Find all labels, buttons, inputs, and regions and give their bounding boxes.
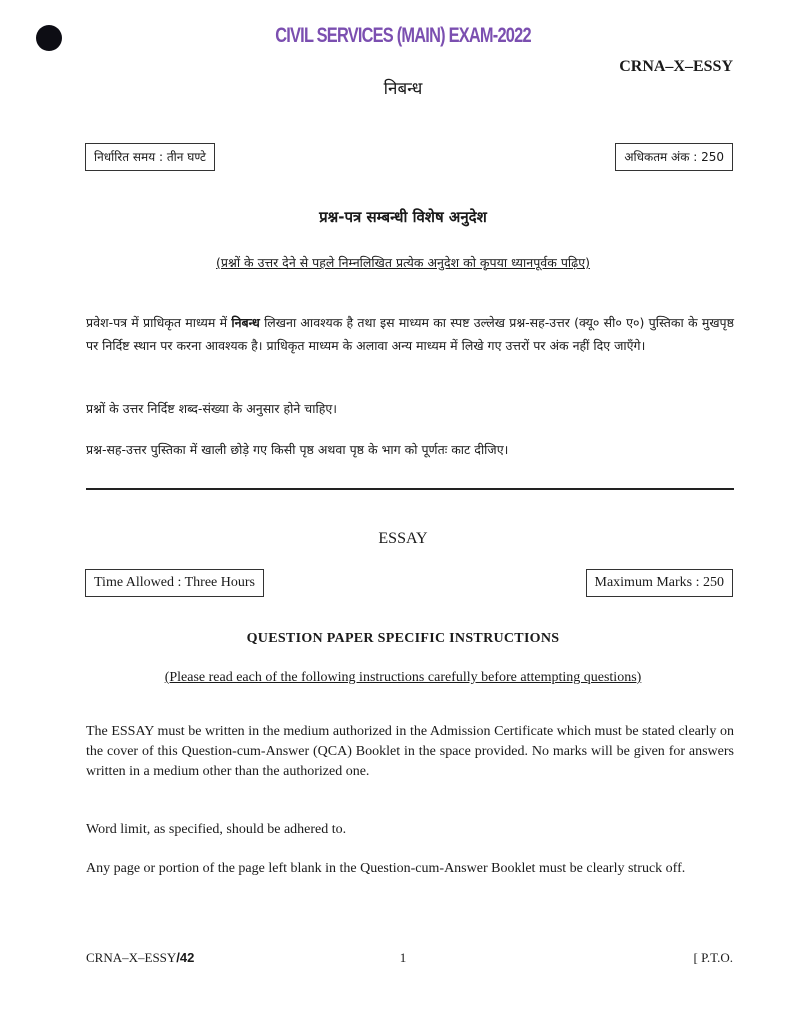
english-instruction-2: Word limit, as specified, should be adhered to. — [86, 822, 347, 837]
footer-code-suffix: /42 — [176, 950, 195, 965]
hindi-instruction-1-text-b: लिखना आवश्यक है तथा इस माध्यम का स्पष्ट उल्लेख प्रश्न-सह-उत्तर (क्यू० सी० ए०) पुस्तिका के मुखपृष्ठ पर निर्दिष्ट स्थान पर करना आवश्यक है। प्राधिकृत माध्यम के अलावा अन्य माध्यम में लिखे गए उत्तरों पर अंक नहीं दिए जाएँगे। — [86, 315, 735, 353]
english-instruction-3: Any page or portion of the page left blank in the Question-cum-Answer Booklet must be clearly struck off. — [86, 861, 686, 876]
hindi-instructions-heading: प्रश्न-पत्र सम्बन्धी विशेष अनुदेश — [319, 208, 487, 226]
english-paper-title: ESSAY — [378, 530, 428, 547]
hindi-instruction-1-bold: निबन्ध — [231, 315, 260, 330]
footer-pto: [ P.T.O. — [693, 950, 733, 965]
english-max-marks-box: Maximum Marks : 250 — [586, 569, 734, 597]
english-time-allowed-box: Time Allowed : Three Hours — [85, 569, 264, 597]
english-instructions-heading: QUESTION PAPER SPECIFIC INSTRUCTIONS — [246, 631, 560, 646]
section-divider — [86, 488, 734, 490]
paper-code: CRNA–X–ESSY — [619, 58, 733, 75]
hindi-paper-title: निबन्ध — [383, 79, 423, 99]
hindi-instruction-3: प्रश्न-सह-उत्तर पुस्तिका में खाली छोड़े गए किसी पृष्ठ अथवा पृष्ठ के भाग को पूर्णतः काट दीजिए। — [86, 442, 509, 457]
footer-code-text: CRNA–X–ESSY — [86, 950, 177, 965]
hindi-instructions-subheading: (प्रश्नों के उत्तर देने से पहले निम्नलिखित प्रत्येक अनुदेश को कृपया ध्यानपूर्वक पढ़िए) — [216, 255, 590, 270]
hindi-instruction-2: प्रश्नों के उत्तर निर्दिष्ट शब्द-संख्या के अनुसार होने चाहिए। — [86, 401, 337, 416]
hindi-time-allowed-box: निर्धारित समय : तीन घण्टे — [85, 143, 215, 171]
exam-title-stamp: CIVIL SERVICES (MAIN) EXAM-2022 — [275, 24, 531, 47]
hindi-instruction-1 — [86, 311, 734, 357]
footer-page-number: 1 — [399, 950, 407, 965]
english-instructions-subheading: (Please read each of the following instructions carefully before attempting questions) — [164, 670, 642, 685]
hindi-instruction-1-text-a: प्रवेश-पत्र में प्राधिकृत माध्यम में — [86, 315, 232, 330]
hindi-max-marks-box: अधिकतम अंक : 250 — [615, 143, 733, 171]
punch-hole-dot — [36, 25, 62, 51]
english-instruction-1: The ESSAY must be written in the medium authorized in the Admission Certificate which must be stated clearly on the cover of this Question-cum-Answer (QCA) Booklet in the space provided. No marks will be given for answers written in a medium other than the authorized one. — [86, 724, 734, 779]
